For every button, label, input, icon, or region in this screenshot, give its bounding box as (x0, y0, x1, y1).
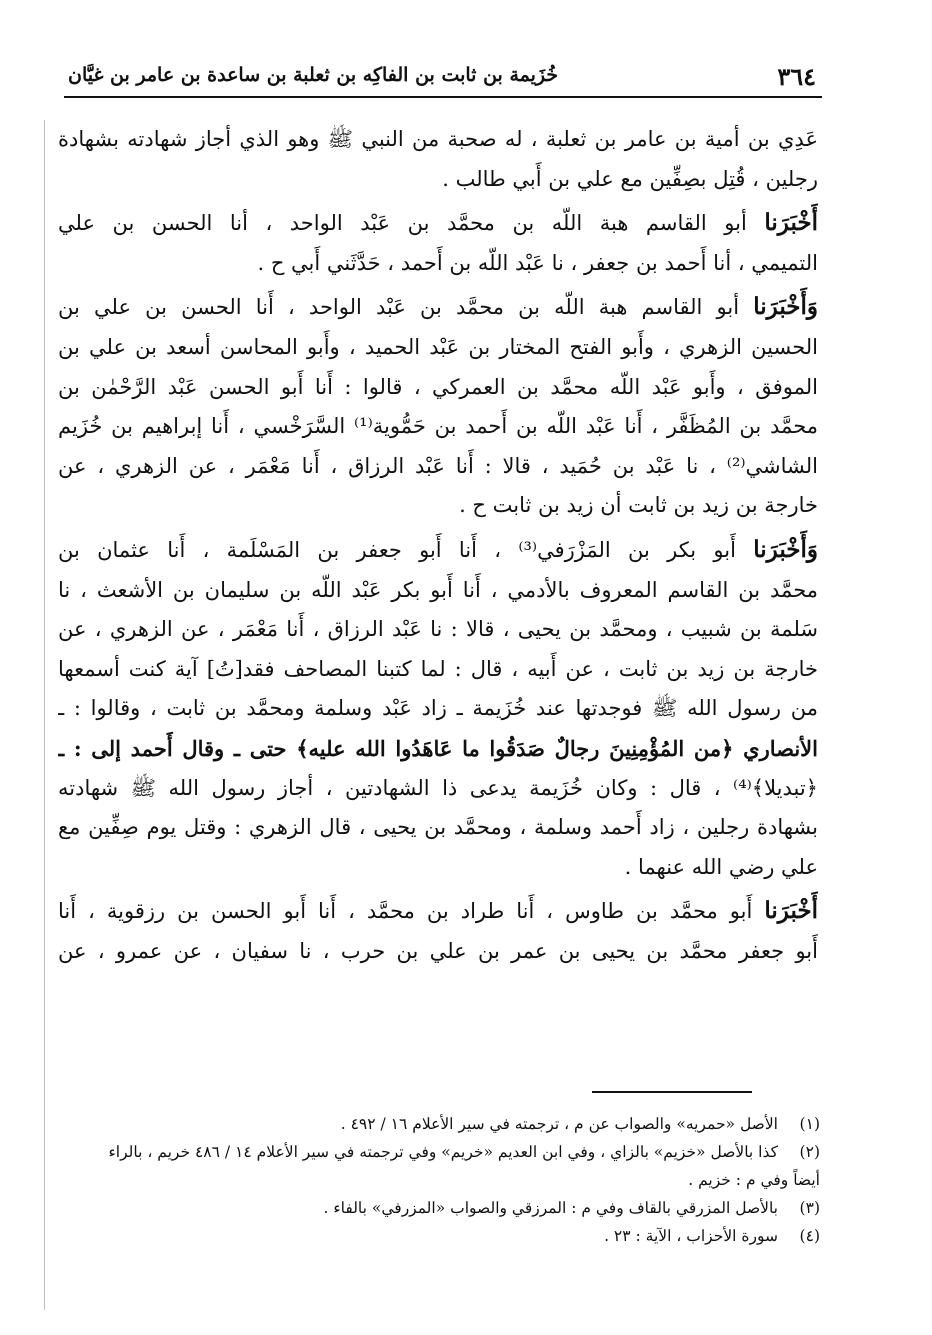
footnote-separator (592, 1091, 752, 1093)
footnote-continuation: أيضاً وفي م : خزيم . (688, 1171, 820, 1189)
text-line: رجلين ، قُتِل بصِفِّين مع علي بن أَبي طالب . (442, 166, 818, 191)
text-line: الشاشي⁽²⁾ ، نا عَبْد بن حُمَيد ، قالا : أَنا عَبْد الرزاق ، أَنا مَعْمَر ، عن الزهري ، عن (58, 453, 818, 478)
footnote (60, 1222, 820, 1250)
footnote (60, 1194, 820, 1222)
text-line: محمَّد بن القاسم المعروف بالأدمي ، أَنا أَبو بكر عَبْد اللّه بن سليمان بن الأشعث ، نا (58, 577, 818, 602)
page-number: ٣٦٤ (777, 62, 816, 91)
footnote-number: (٢) (799, 1143, 820, 1161)
paragraph-3 (58, 287, 818, 526)
paragraph-4 (58, 530, 818, 887)
running-title: خُزَيمة بن ثابت بن الفاكِه بن ثعلبة بن ساعدة بن عامر بن غيَّان (68, 64, 559, 86)
binding-margin-line (44, 120, 45, 1310)
footnote-text: كذا بالأصل «خزيم» بالزاي ، وفي ابن العديم «خريم» وفي ترجمته في سير الأعلام ١٤ / ٤٨٦ خريم ، بالراء (108, 1143, 778, 1161)
page-header (64, 60, 822, 98)
text-line (58, 287, 818, 328)
footnote (60, 1138, 820, 1166)
paragraph-1 (58, 120, 818, 199)
paragraph-2 (58, 203, 818, 283)
footnote-number: (١) (799, 1115, 820, 1133)
text-line: التميمي ، أنا أَحمد بن جعفر ، نا عَبْد اللّه بن أَحمد ، حَدَّثَني أَبي ح . (257, 250, 818, 275)
footnote-number: (٣) (799, 1199, 820, 1217)
isnad-keyword: وَأَخْبَرَنا (753, 293, 818, 321)
text-line (58, 203, 818, 244)
text-line: بشهادة رجلين ، زاد أَحمد وسلمة ، ومحمَّد بن يحيى ، قال الزهري : وقتل يوم صِفِّين مع (58, 815, 818, 840)
text-line: سَلمة بن شبيب ، ومحمَّد بن يحيى ، قالا : نا عَبْد الرزاق ، أَنا مَعْمَر ، عن الزهري ، عن (58, 617, 818, 642)
isnad-keyword: أَخْبَرَنا (764, 209, 818, 237)
text-span: أَبو بكر بن المَزْرَفي⁽³⁾ ، أَنا أَبو جعفر بن المَسْلَمة ، أَنا عثمان بن (58, 537, 736, 562)
text-span: أبو القاسم هبة اللّه بن محمَّد بن عَبْد الواحد ، أَنا الحسن بن علي بن (58, 295, 740, 320)
footnote (60, 1110, 820, 1138)
text-line: محمَّد بن المُظَفَّر ، أَنا عَبْد اللّه بن أَحمد بن حَمُّوية⁽¹⁾ السَّرَخْسي ، أَنا إبراهيم بن خُزَيم (58, 414, 818, 439)
text-span: أَبو محمَّد بن طاوس ، أَنا طراد بن محمَّد ، أَنا أَبو الحسن بن رزقوية ، أَنا (58, 899, 753, 924)
text-line: خارجة بن زيد بن ثابت ، عن أَبيه ، قال : لما كتبنا المصاحف فقد[تُ] آية كنت أسمعها (58, 656, 818, 681)
text-line: الحسين الزهري ، وأَبو الفتح المختار بن عَبْد الحميد ، وأَبو المحاسن أسعد بن علي بن (58, 334, 818, 359)
footnote-number: (٤) (799, 1227, 820, 1245)
text-line: من رسول الله ﷺ فوجدتها عند خُزَيمة ـ زاد عَبْد وسلمة ومحمَّد بن ثابت ، وقالوا : ـ (58, 696, 818, 721)
text-line: الموفق ، وأَبو عَبْد اللّه محمَّد بن العمركي ، قالوا : أَنا أَبو الحسن عَبْد الرَّحْمٰن بن (58, 374, 818, 399)
text-line: أَبو جعفر محمَّد بن يحيى بن عمر بن علي بن حرب ، نا سفيان ، عن عمرو ، عن (58, 938, 818, 963)
text-line (58, 530, 818, 571)
isnad-keyword: وَأَخْبَرَنا (753, 535, 818, 563)
text-line: ﴿تبديلا﴾⁽⁴⁾ ، قال : وكان خُزَيمة يدعى ذا الشهادتين ، أجاز رسول الله ﷺ شهادته (58, 775, 818, 800)
footnote-text: سورة الأحزاب ، الآية : ٢٣ . (604, 1227, 778, 1245)
footnote-text: بالأصل المزرقي بالقاف وفي م : المرزقي والصواب «المزرفي» بالفاء . (323, 1199, 778, 1217)
text-line (58, 891, 818, 932)
text-line: عَدِي بن أمية بن عامر بن ثعلبة ، له صحبة من النبي ﷺ وهو الذي أجاز شهادته بشهادة (58, 127, 818, 151)
quran-quote-line: الأنصاري ﴿من المُؤْمِنِينَ رجالٌ صَدَقُوا ما عَاهَدُوا الله عليه﴾ حتى ـ وقال أَحمد إلى : ـ (58, 735, 818, 761)
main-text (58, 120, 818, 975)
text-span: أبو القاسم هبة اللّه بن محمَّد بن عَبْد الواحد ، أنا الحسن بن علي (58, 211, 747, 236)
footnote-text: الأصل «حمريه» والصواب عن م ، ترجمته في سير الأعلام ١٦ / ٤٩٢ . (340, 1115, 778, 1133)
text-line: علي رضي الله عنهما . (624, 854, 818, 879)
paragraph-5 (58, 891, 818, 971)
isnad-keyword: أَخْبَرَنا (764, 897, 818, 925)
footnotes (60, 1110, 820, 1250)
text-line: خارجة بن زيد بن ثابت أن زيد بن ثابت ح . (459, 493, 818, 518)
